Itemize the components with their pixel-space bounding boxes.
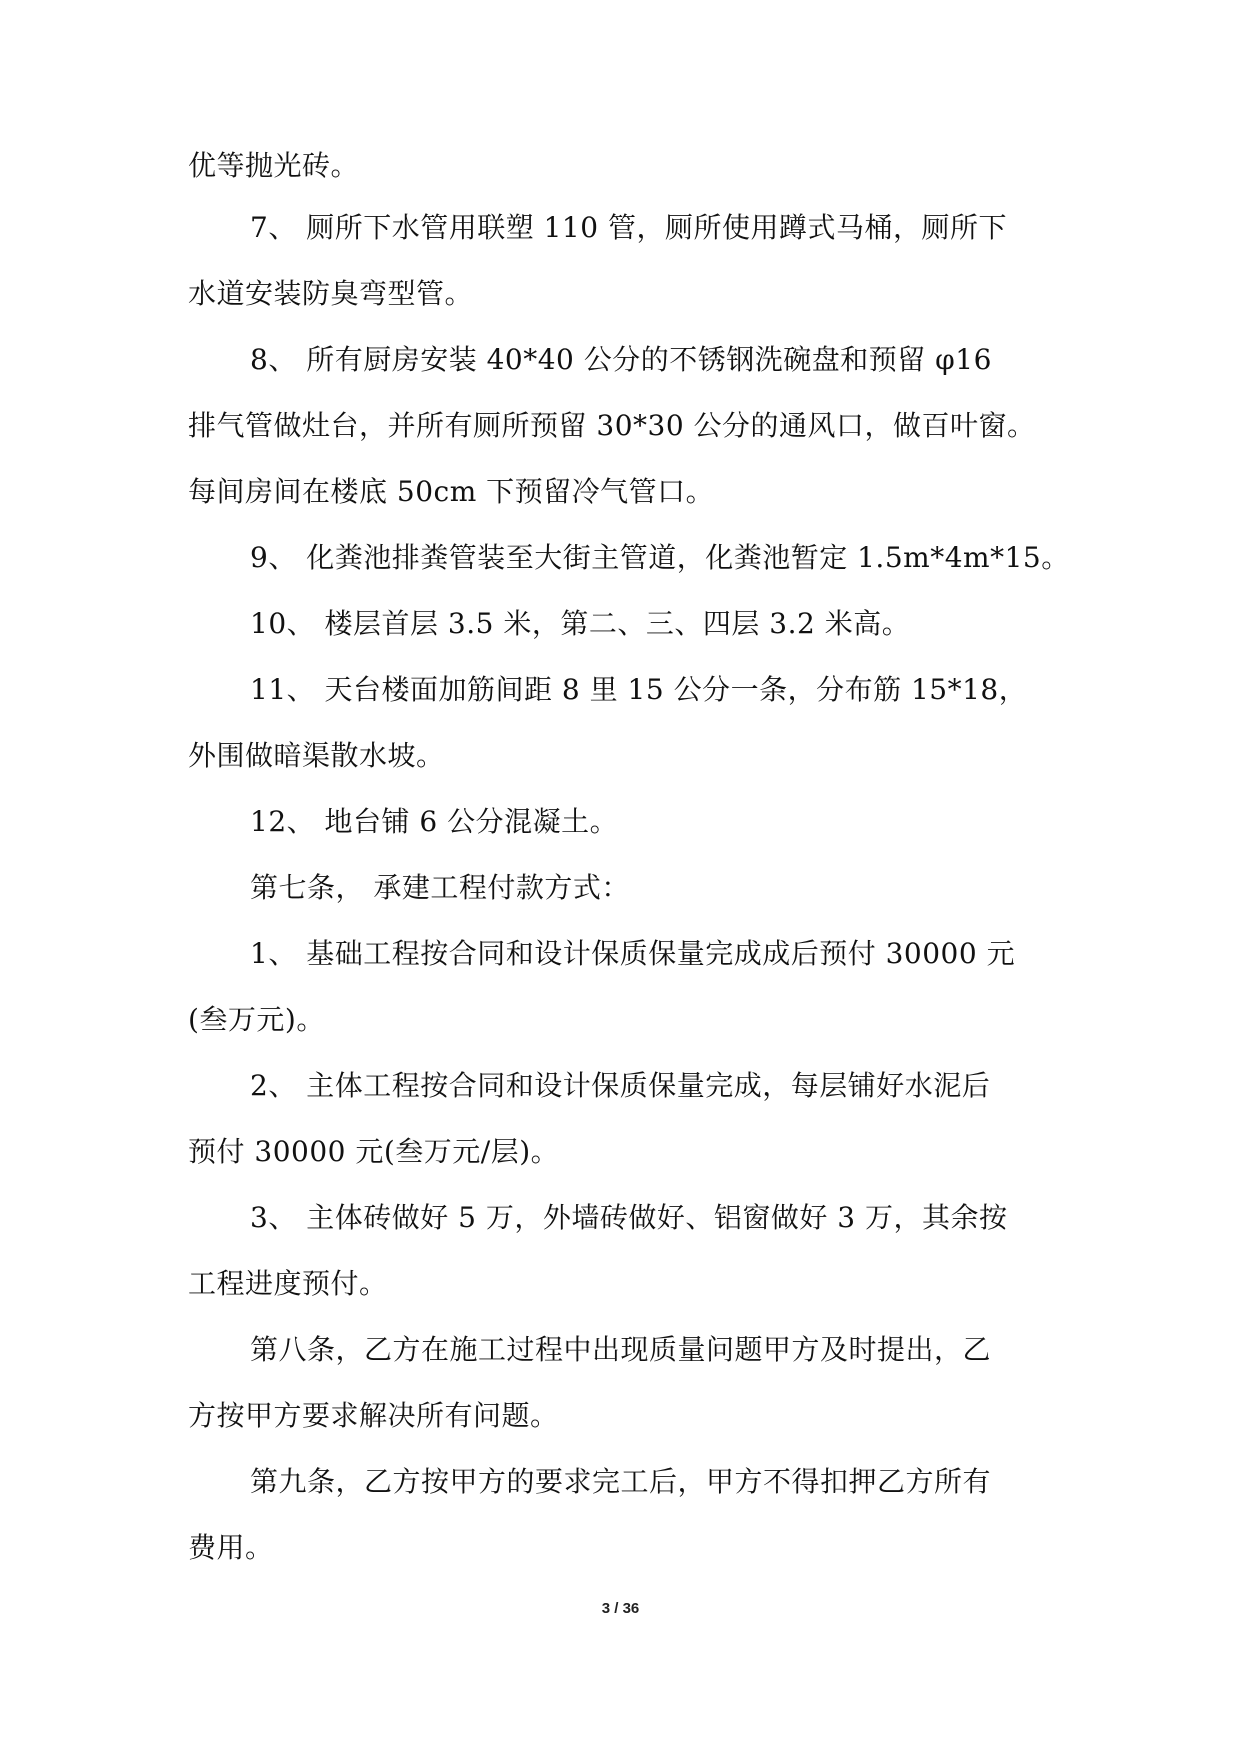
text-line: 工程进度预付。: [188, 1267, 388, 1300]
text-line: 预付 30000 元(叁万元/层)。: [188, 1135, 560, 1168]
text-line: 10、 楼层首层 3.5 米，第二、三、四层 3.2 米高。: [250, 607, 911, 640]
text-line: 每间房间在楼底 50cm 下预留冷气管口。: [188, 475, 715, 508]
text-line: (叁万元)。: [188, 1003, 325, 1036]
text-line: 第七条， 承建工程付款方式：: [250, 871, 630, 904]
text-line: 2、 主体工程按合同和设计保质保量完成，每层铺好水泥后: [250, 1069, 991, 1102]
text-line: 优等抛光砖。: [188, 149, 360, 182]
text-line: 7、 厕所下水管用联塑 110 管，厕所使用蹲式马桶，厕所下: [250, 211, 1007, 244]
text-line: 第八条，乙方在施工过程中出现质量问题甲方及时提出，乙: [250, 1333, 992, 1366]
text-line: 外围做暗渠散水坡。: [188, 739, 445, 772]
text-line: 11、 天台楼面加筋间距 8 里 15 公分一条，分布筋 15*18，: [250, 673, 1028, 706]
text-line: 12、 地台铺 6 公分混凝土。: [250, 805, 619, 838]
text-line: 8、 所有厨房安装 40*40 公分的不锈钢洗碗盘和预留 φ16: [250, 343, 992, 376]
text-line: 9、 化粪池排粪管装至大街主管道，化粪池暂定 1.5m*4m*15。: [250, 541, 1070, 574]
page-number: 3 / 36: [601, 1600, 640, 1617]
text-line: 3、 主体砖做好 5 万，外墙砖做好、铝窗做好 3 万，其余按: [250, 1201, 1008, 1234]
text-line: 第九条，乙方按甲方的要求完工后，甲方不得扣押乙方所有: [250, 1465, 992, 1498]
text-line: 费用。: [188, 1531, 274, 1564]
text-line: 水道安装防臭弯型管。: [188, 277, 474, 310]
text-line: 方按甲方要求解决所有问题。: [188, 1399, 559, 1432]
text-line: 排气管做灶台，并所有厕所预留 30*30 公分的通风口，做百叶窗。: [188, 409, 1036, 442]
text-line: 1、 基础工程按合同和设计保质保量完成成后预付 30000 元: [250, 937, 1016, 970]
